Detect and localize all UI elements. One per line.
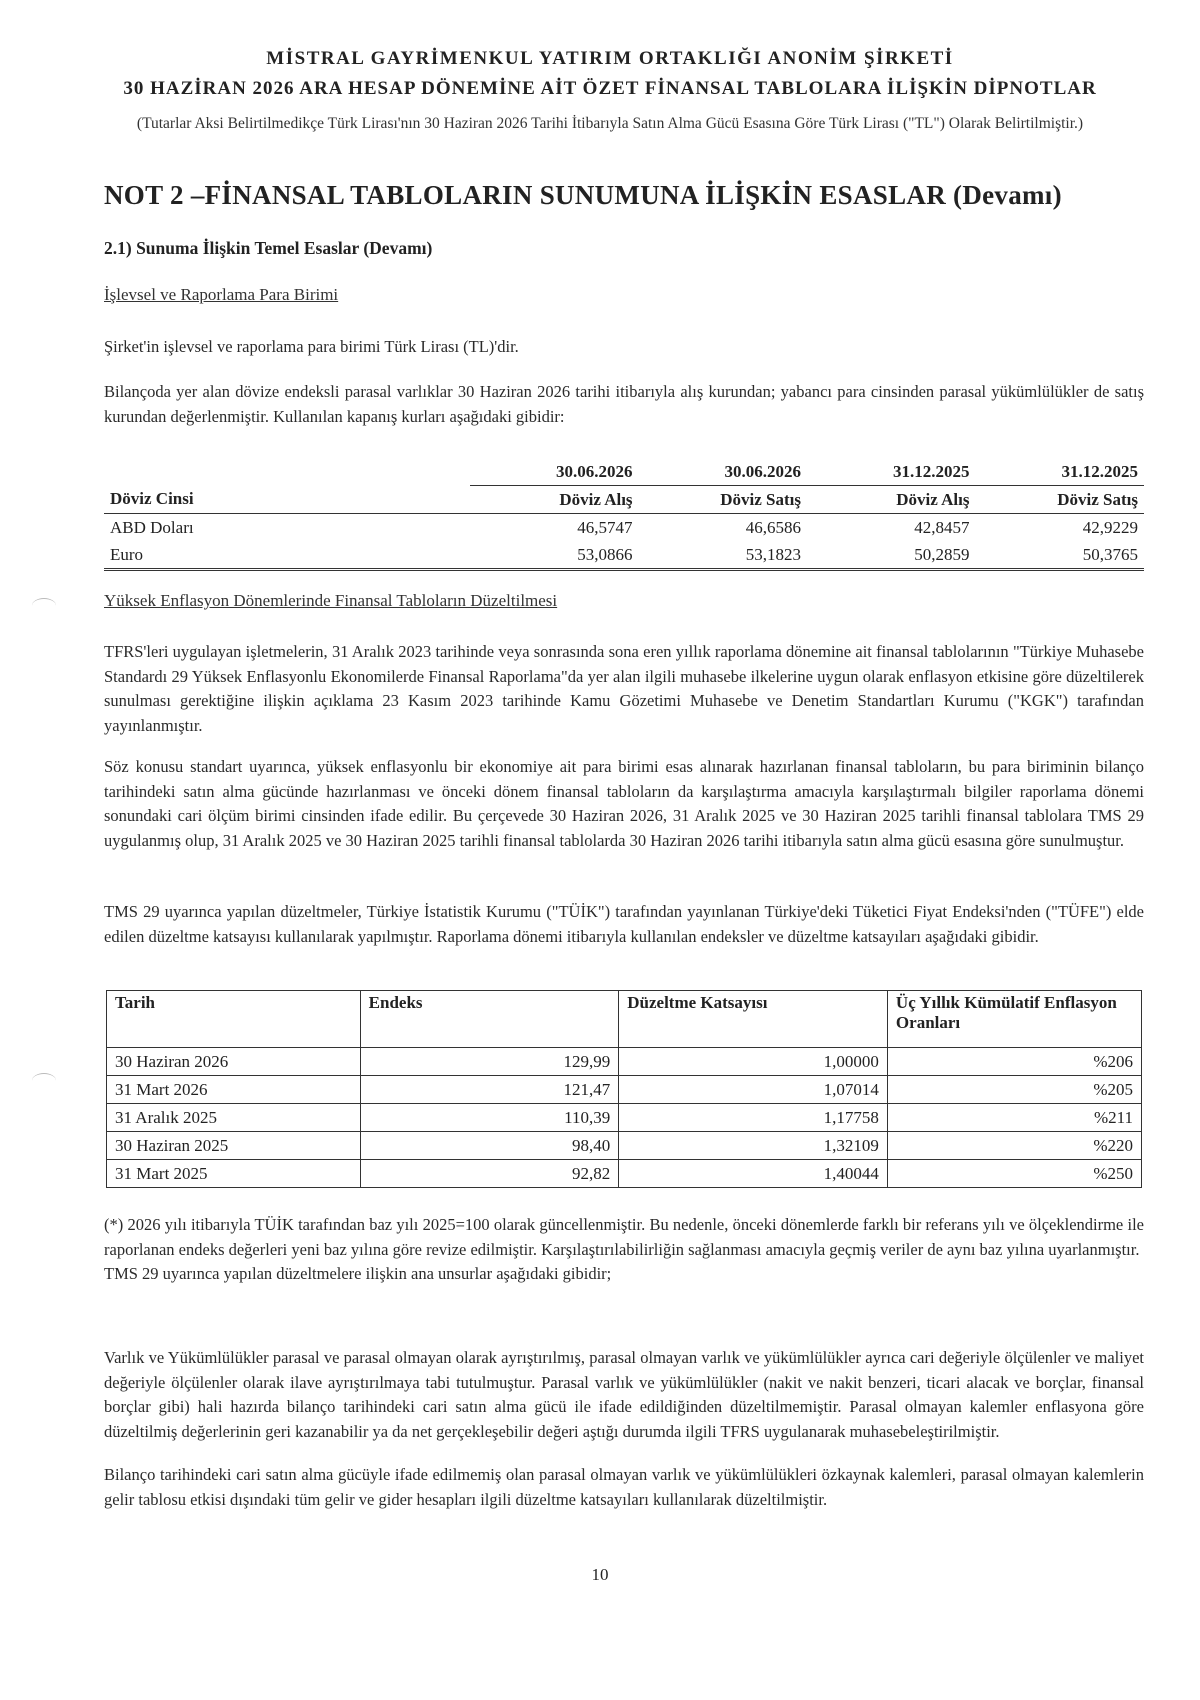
fx-value: 46,5747	[577, 517, 633, 537]
index-cumulative: %220	[887, 1132, 1141, 1160]
functional-currency-heading: İşlevsel ve Raporlama Para Birimi	[104, 285, 339, 304]
index-cumulative: %205	[887, 1076, 1141, 1104]
table-row	[107, 1076, 1142, 1104]
monetary-items-text: Varlık ve Yükümlülükler parasal ve parasal olmayan olarak ayrıştırılmış, parasal olmayan varlık ve yükümlülükler ayrıca cari değeriyle ölçülenler ve maliyet değeriyle ölçülenler olarak ilave ayrıştırılmaya tabi tutulmuştur. Parasal varlık ve yükümlülükler (nakit ve nakit benzeri, ticari alacak ve borçlar, finansal borçlar gibi) hali hazırda bilanço tarihindeki cari satın alma gücü ile ifade edildiğinden düzeltilmemiştir. Parasal olmayan kalemler enflasyona göre düzeltilmiş değerlerinin geri kazanabilir ya da net gerçekleşebilir değeri aştığı durumda ilgili TFRS uygulanarak muhasebeleştirilmiştir.	[104, 1348, 1144, 1441]
table-row	[107, 1104, 1142, 1132]
fx-label-3: Döviz Alış	[807, 486, 975, 514]
index-header-coefficient: Düzeltme Katsayısı	[619, 991, 888, 1048]
fx-currency-name: Euro	[104, 541, 470, 570]
fx-value: 46,6586	[745, 517, 802, 537]
fx-row-usd	[104, 514, 1144, 542]
index-coefficient: 1,07014	[619, 1076, 888, 1104]
inflation-text-2: Söz konusu standart uyarınca, yüksek enflasyonlu bir ekonomiye ait para birimi esas alınarak hazırlanan finansal tabloların, bu para biriminin bilanço tarihindeki satın alma gücünde hazırlanması ve önceki dönem finansal tabloların da karşılaştırma amacıyla karşılaştırmalı bilgiler raporlama dönemi sonundaki cari ölçüm birimi cinsinden ifade edilir. Bu çerçevede 30 Haziran 2026, 31 Aralık 2025 ve 30 Haziran 2025 tarihli finansal tablolara TMS 29 uygulanmış olup, 31 Aralık 2025 ve 30 Haziran 2025 tarihli finansal tablolarda 30 Haziran 2026 tarihi itibarıyla satın alma gücü esasına göre sunulmuştur.	[104, 757, 1144, 850]
fx-value: 50,2859	[807, 541, 975, 570]
index-coefficient: 1,32109	[619, 1132, 888, 1160]
fx-value: 50,3765	[975, 541, 1144, 570]
index-header-index: Endeks	[360, 991, 619, 1048]
index-coefficient: 1,00000	[619, 1048, 888, 1076]
functional-currency-text: Şirket'in işlevsel ve raporlama para birimi Türk Lirası (TL)'dir.	[104, 337, 519, 356]
section-title: 2.1) Sunuma İlişkin Temel Esaslar (Devamı)	[104, 238, 433, 258]
fx-date-3: 31.12.2025	[807, 458, 975, 486]
fx-row-euro	[104, 541, 1144, 570]
company-name: MİSTRAL GAYRİMENKUL YATIRIM ORTAKLIĞI ANONİM ŞİRKETİ	[266, 48, 954, 69]
punch-hole-mark	[32, 1073, 56, 1088]
table-row	[107, 1048, 1142, 1076]
index-date: 31 Mart 2025	[107, 1160, 361, 1188]
fx-label-2: Döviz Satış	[639, 486, 807, 514]
price-index-table	[106, 990, 1142, 1188]
index-coefficient: 1,17758	[619, 1104, 888, 1132]
fx-date-1: 30.06.2026	[470, 458, 638, 486]
fx-value: 42,9229	[1082, 517, 1138, 537]
index-value: 98,40	[360, 1132, 619, 1160]
index-date: 30 Haziran 2026	[107, 1048, 361, 1076]
exchange-rate-text: Bilançoda yer alan dövize endeksli parasal varlıklar 30 Haziran 2026 tarihi itibarıyla alış kurundan; yabancı para cinsinden parasal yükümlülükler de satış kurundan değerlenmiştir. Kullanılan kapanış kurları aşağıdaki gibidir:	[104, 382, 1144, 426]
report-period: 30 HAZİRAN 2026 ARA HESAP DÖNEMİNE AİT ÖZET FİNANSAL TABLOLARA İLİŞKİN DİPNOTLAR	[123, 78, 1097, 99]
inflation-heading: Yüksek Enflasyon Dönemlerinde Finansal Tabloların Düzeltilmesi	[104, 591, 558, 610]
fx-value: 53,0866	[470, 541, 638, 570]
fx-currency-header: Döviz Cinsi	[104, 486, 470, 514]
inflation-text-1: TFRS'leri uygulayan işletmelerin, 31 Aralık 2023 tarihinde veya sonrasında sona eren yıllık raporlama dönemine ait finansal tablolarının "Türkiye Muhasebe Standardı 29 Yüksek Enflasyonlu Ekonomilerde Finansal Raporlama"da yer alan ilgili muhasebe ilkelerine uygun olarak enflasyon etkisine göre düzeltilerek sunulması gerektiğine ilişkin açıklama 23 Kasım 2023 tarihinde Kamu Gözetimi Muhasebe ve Denetim Standartları Kurumu ("KGK") tarafından yayınlanmıştır.	[104, 642, 1144, 735]
index-date: 31 Mart 2026	[107, 1076, 361, 1104]
index-cumulative: %206	[887, 1048, 1141, 1076]
index-value: 92,82	[360, 1160, 619, 1188]
fx-label-4: Döviz Satış	[975, 486, 1144, 514]
fx-date-2: 30.06.2026	[639, 458, 807, 486]
index-header-cumulative: Üç Yıllık Kümülatif Enflasyon Oranları	[887, 991, 1141, 1048]
index-value: 129,99	[360, 1048, 619, 1076]
index-cumulative: %250	[887, 1160, 1141, 1188]
table-row	[107, 1132, 1142, 1160]
table-row	[107, 1160, 1142, 1188]
currency-note: (Tutarlar Aksi Belirtilmedikçe Türk Lirası'nın 30 Haziran 2026 Tarihi İtibarıyla Satın Alma Gücü Esasına Göre Türk Lirası ("TL") Olarak Belirtilmiştir.)	[136, 115, 1084, 132]
exchange-rate-table	[104, 458, 1144, 571]
index-value: 121,47	[360, 1076, 619, 1104]
note-title: NOT 2 –FİNANSAL TABLOLARIN SUNUMUNA İLİŞKİN ESASLAR (Devamı)	[104, 180, 1062, 210]
adjustment-intro: TMS 29 uyarınca yapılan düzeltmelere ilişkin ana unsurlar aşağıdaki gibidir;	[104, 1264, 612, 1283]
index-table-header	[107, 991, 1142, 1048]
index-value: 110,39	[360, 1104, 619, 1132]
index-coefficient: 1,40044	[619, 1160, 888, 1188]
fx-label-1: Döviz Alış	[470, 486, 638, 514]
fx-value: 42,8457	[914, 517, 970, 537]
punch-hole-mark	[32, 598, 56, 613]
fx-date-4: 31.12.2025	[975, 458, 1144, 486]
inflation-text-3: TMS 29 uyarınca yapılan düzeltmeler, Türkiye İstatistik Kurumu ("TÜİK") tarafından yayınlanan Türkiye'deki Tüketici Fiyat Endeksi'nden ("TÜFE") elde edilen düzeltme katsayısı kullanılarak yapılmıştır. Raporlama dönemi itibarıyla kullanılan endeksler ve düzeltme katsayıları aşağıdaki gibidir.	[104, 902, 1144, 946]
index-date: 30 Haziran 2025	[107, 1132, 361, 1160]
non-monetary-items-text: Bilanço tarihindeki cari satın alma gücüyle ifade edilmemiş olan parasal olmayan varlık ve yükümlülükleri özkaynak kalemleri, parasal olmayan kalemlerin gelir tablosu etkisi dışındaki tüm gelir ve gider hesapları ilgili düzeltme katsayıları kullanılarak düzeltilmiştir.	[104, 1465, 1144, 1509]
index-header-date: Tarih	[107, 991, 361, 1048]
fx-currency-name: ABD Doları	[110, 517, 194, 537]
fx-value: 53,1823	[639, 541, 807, 570]
page-number: 10	[591, 1565, 609, 1584]
base-year-footnote: (*) 2026 yılı itibarıyla TÜİK tarafından baz yılı 2025=100 olarak güncellenmiştir. Bu nedenle, önceki dönemlerde farklı bir referans yılı ve ölçeklendirme ile raporlanan endeks değerleri yeni baz yılına göre revize edilmiştir. Karşılaştırılabilirliğin sağlanması amacıyla geçmiş veriler de aynı baz yılına uyarlanmıştır.	[104, 1215, 1144, 1259]
index-cumulative: %211	[887, 1104, 1141, 1132]
index-date: 31 Aralık 2025	[107, 1104, 361, 1132]
